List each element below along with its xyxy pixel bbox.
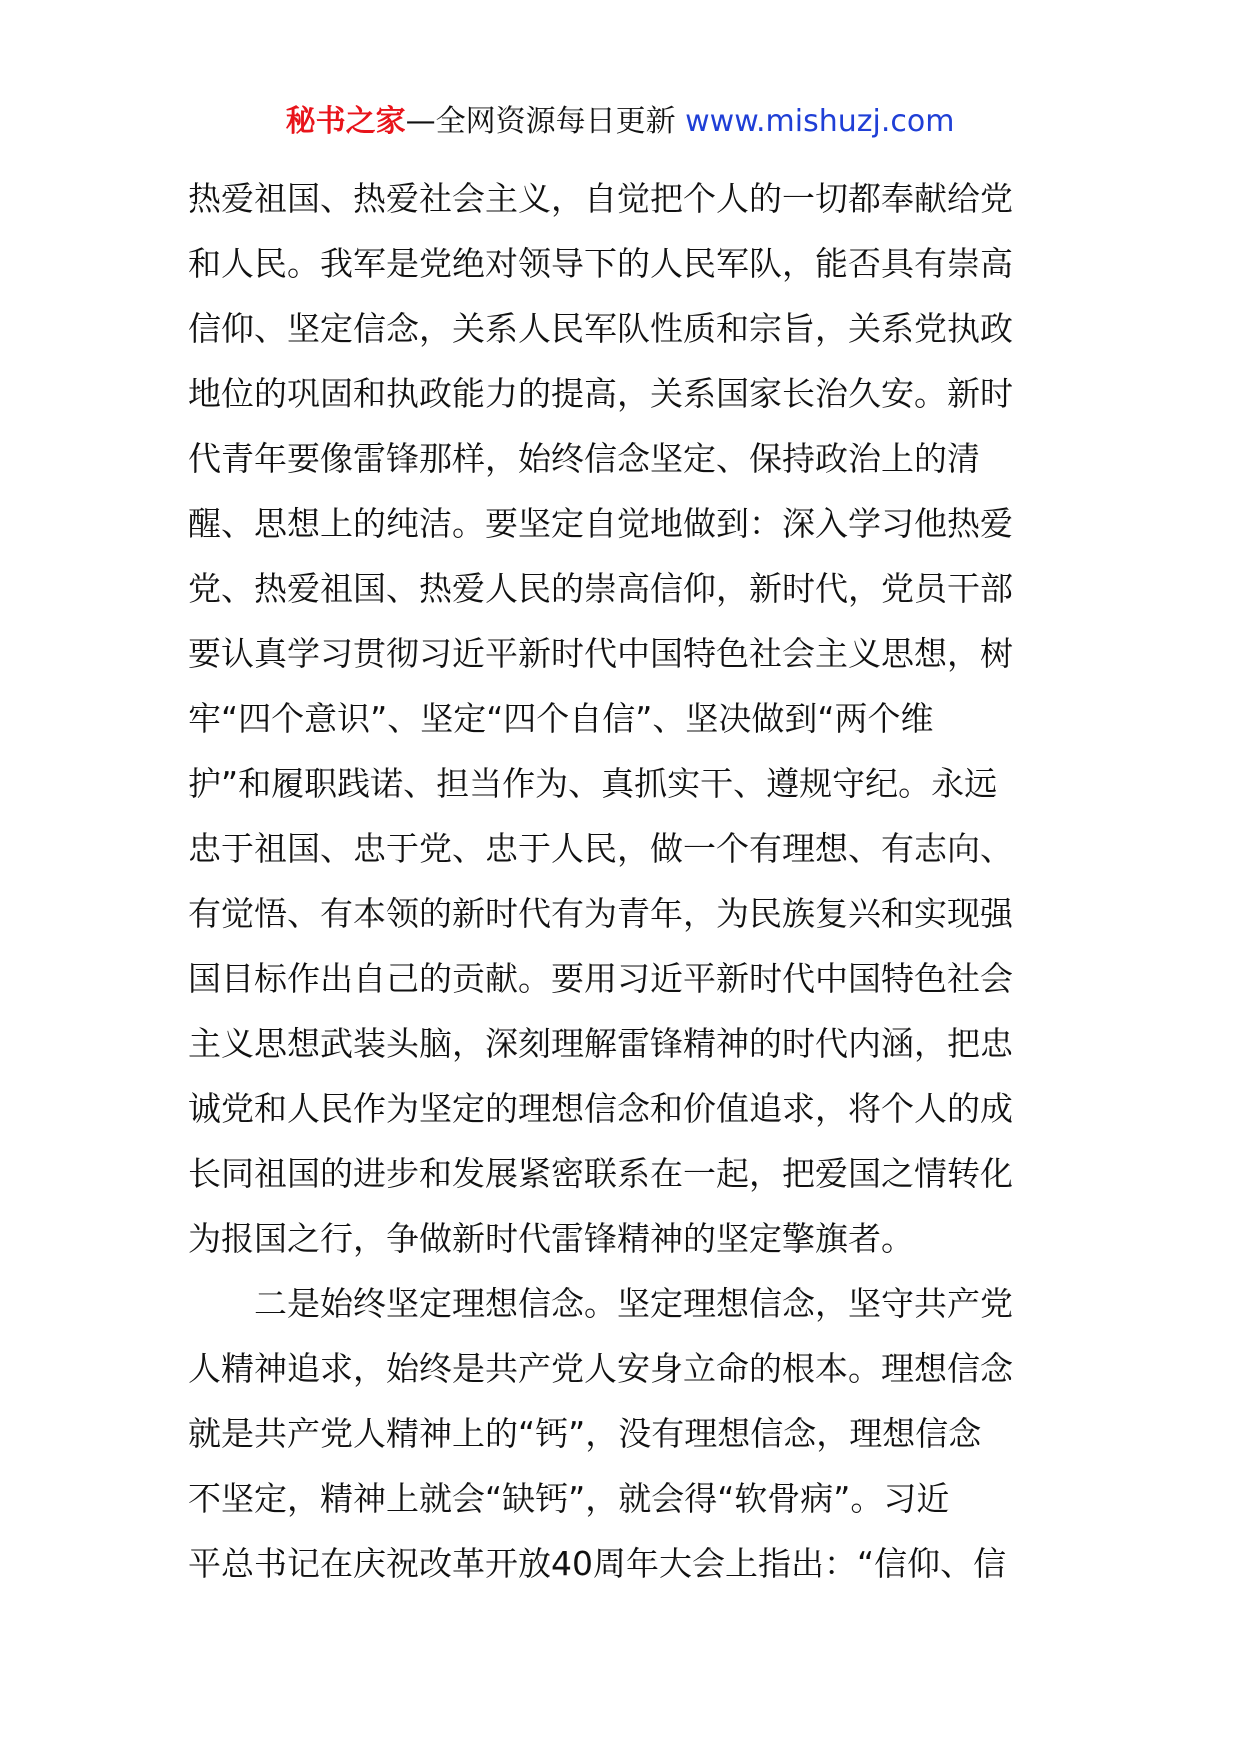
text-line: 热爱祖国、热爱社会主义，自觉把个人的一切都奉献给党 xyxy=(188,179,1013,218)
text-line: 为报国之行，争做新时代雷锋精神的坚定擎旗者。 xyxy=(188,1219,914,1258)
text-line: 要认真学习贯彻习近平新时代中国特色社会主义思想，树 xyxy=(188,634,1013,673)
text-line: 醒、思想上的纯洁。要坚定自觉地做到：深入学习他热爱 xyxy=(188,504,1013,543)
text-line: 国目标作出自己的贡献。要用习近平新时代中国特色社会 xyxy=(188,959,1013,998)
website-link[interactable]: www.mishuzj.com xyxy=(685,104,955,139)
text-line: 不坚定，精神上就会“缺钙”，就会得“软骨病”。习近 xyxy=(188,1479,950,1518)
document-body xyxy=(188,166,1068,1596)
text-line: 有觉悟、有本领的新时代有为青年，为民族复兴和实现强 xyxy=(188,894,1013,933)
text-line: 和人民。我军是党绝对领导下的人民军队，能否具有崇高 xyxy=(188,244,1013,283)
text-line: 人精神追求，始终是共产党人安身立命的根本。理想信念 xyxy=(188,1349,1013,1388)
text-line: 代青年要像雷锋那样，始终信念坚定、保持政治上的清 xyxy=(188,439,980,478)
text-line: 地位的巩固和执政能力的提高，关系国家长治久安。新时 xyxy=(188,374,1013,413)
page-header xyxy=(0,104,1240,140)
header-tagline: —全网资源每日更新 xyxy=(405,104,676,139)
text-line: 主义思想武装头脑，深刻理解雷锋精神的时代内涵，把忠 xyxy=(188,1024,1013,1063)
text-line: 就是共产党人精神上的“钙”，没有理想信念，理想信念 xyxy=(188,1414,982,1453)
text-line: 忠于祖国、忠于党、忠于人民，做一个有理想、有志向、 xyxy=(188,829,1013,868)
text-line: 牢“四个意识”、坚定“四个自信”、坚决做到“两个维 xyxy=(188,699,934,738)
text-line: 平总书记在庆祝改革开放40周年大会上指出：“信仰、信 xyxy=(188,1544,1007,1583)
text-line: 党、热爱祖国、热爱人民的崇高信仰，新时代，党员干部 xyxy=(188,569,1013,608)
text-line: 信仰、坚定信念，关系人民军队性质和宗旨，关系党执政 xyxy=(188,309,1013,348)
paragraph-start-line: 二是始终坚定理想信念。坚定理想信念，坚守共产党 xyxy=(188,1284,1013,1323)
text-line: 长同祖国的进步和发展紧密联系在一起，把爱国之情转化 xyxy=(188,1154,1013,1193)
text-line: 诚党和人民作为坚定的理想信念和价值追求，将个人的成 xyxy=(188,1089,1013,1128)
text-line: 护”和履职践诺、担当作为、真抓实干、遵规守纪。永远 xyxy=(188,764,998,803)
brand-name: 秘书之家 xyxy=(285,104,406,139)
